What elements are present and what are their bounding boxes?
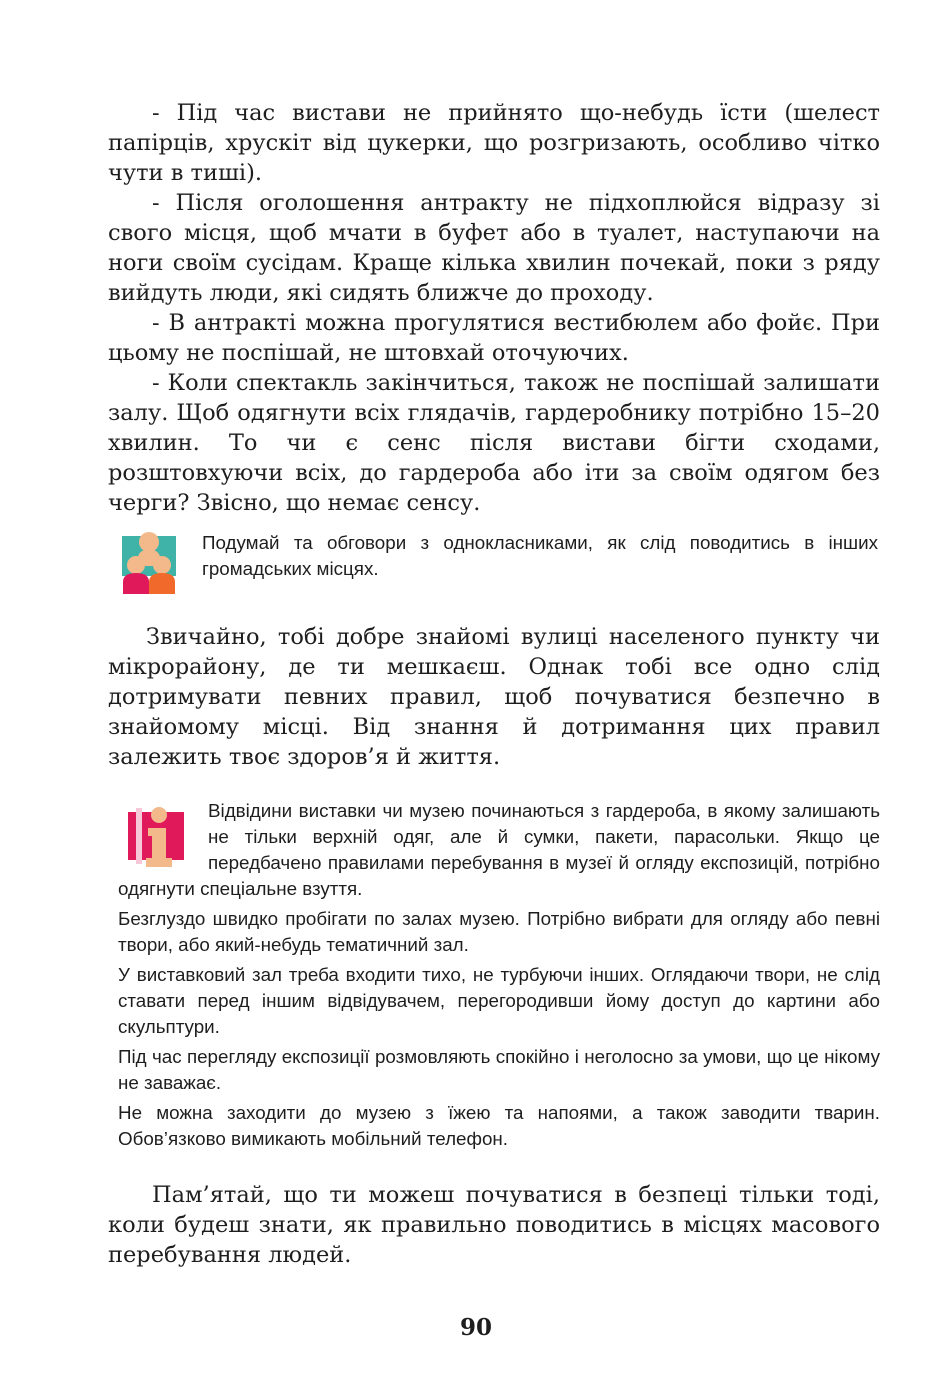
info-paragraph-quiet: У виставковий зал треба входити тихо, не турбуючи інших. Оглядаючи твори, не слід ставати перед іншим відвідувачем, перегородивши йому доступ до картини або скульптури. (118, 964, 880, 1037)
rule-after-show: - Коли спектакль закінчиться, також не поспішай залишати залу. Щоб одягнути всіх глядачів, гардеробнику потрібно 15–20 хвилин. То чи є сенс після вистави бігти сходами, розштовхуючи всіх, до гардероба або іти за своїм одягом без черги? Звісно, що немає сенсу. (108, 370, 880, 516)
streets-section (108, 622, 880, 772)
info-paragraph-talk: Під час перегляду експозиції розмовляють спокійно і неголосно за умови, що це нікому не заважає. (118, 1046, 880, 1093)
info-paragraph-food: Не можна заходити до музею з їжею та напоями, а також заводити тварин. Обов’язково вимикають мобільний телефон. (118, 1102, 880, 1149)
info-block (108, 798, 880, 1152)
final-paragraph: Пам’ятай, що ти можеш почуватися в безпеці тільки тоді, коли будеш знати, як правильно поводитись в місцях масового перебування людей. (108, 1182, 880, 1268)
info-paragraph-halls: Безглуздо швидко пробігати по залах музею. Потрібно вибрати для огляду або певні твори, або який-небудь тематичний зал. (118, 908, 880, 955)
info-paragraph-wardrobe: Відвідини виставки чи музею починаються з гардероба, в якому залишають не тільки верхній одяг, але й сумки, пакети, парасольки. Якщо це передбачено правилами перебування в музеї й огляду експозицій, потрібно одягнути спеціальне взуття. (118, 800, 880, 899)
discuss-text: Подумай та обговори з однокласниками, як слід поводитись в інших громадських місцях. (202, 532, 878, 579)
group-of-people-icon (122, 532, 176, 594)
page-number: 90 (459, 1314, 492, 1341)
discuss-block (108, 530, 880, 598)
rule-intermission-seat: - Після оголошення антракту не підхоплюйся відразу зі свого місця, щоб мчати в буфет або в туалет, наступаючи на ноги своїм сусідам. Краще кілька хвилин почекай, поки з ряду вийдуть люди, які сидять ближче до проходу. (108, 190, 880, 306)
rules-section (108, 98, 880, 518)
rule-intermission-foyer: - В антракті можна прогулятися вестибюлем або фойє. При цьому не поспішай, не штовхай оточуючих. (108, 310, 880, 366)
streets-paragraph: Звичайно, тобі добре знайомі вулиці населеного пункту чи мікрорайону, де ти мешкаєш. Однак тобі все одно слід дотримувати певних правил, щоб почуватися безпечно в знайомому місці. Від знання й дотримання цих правил залежить твоє здоров’я й життя. (108, 624, 880, 770)
page-content (108, 98, 880, 1270)
rule-eating: - Під час вистави не прийнято що-небудь їсти (шелест папірців, хрускіт від цукерки, що розгризають, особливо чітко чути в тиші). (108, 100, 880, 186)
info-letter-i-icon (128, 804, 184, 868)
final-section (108, 1180, 880, 1270)
